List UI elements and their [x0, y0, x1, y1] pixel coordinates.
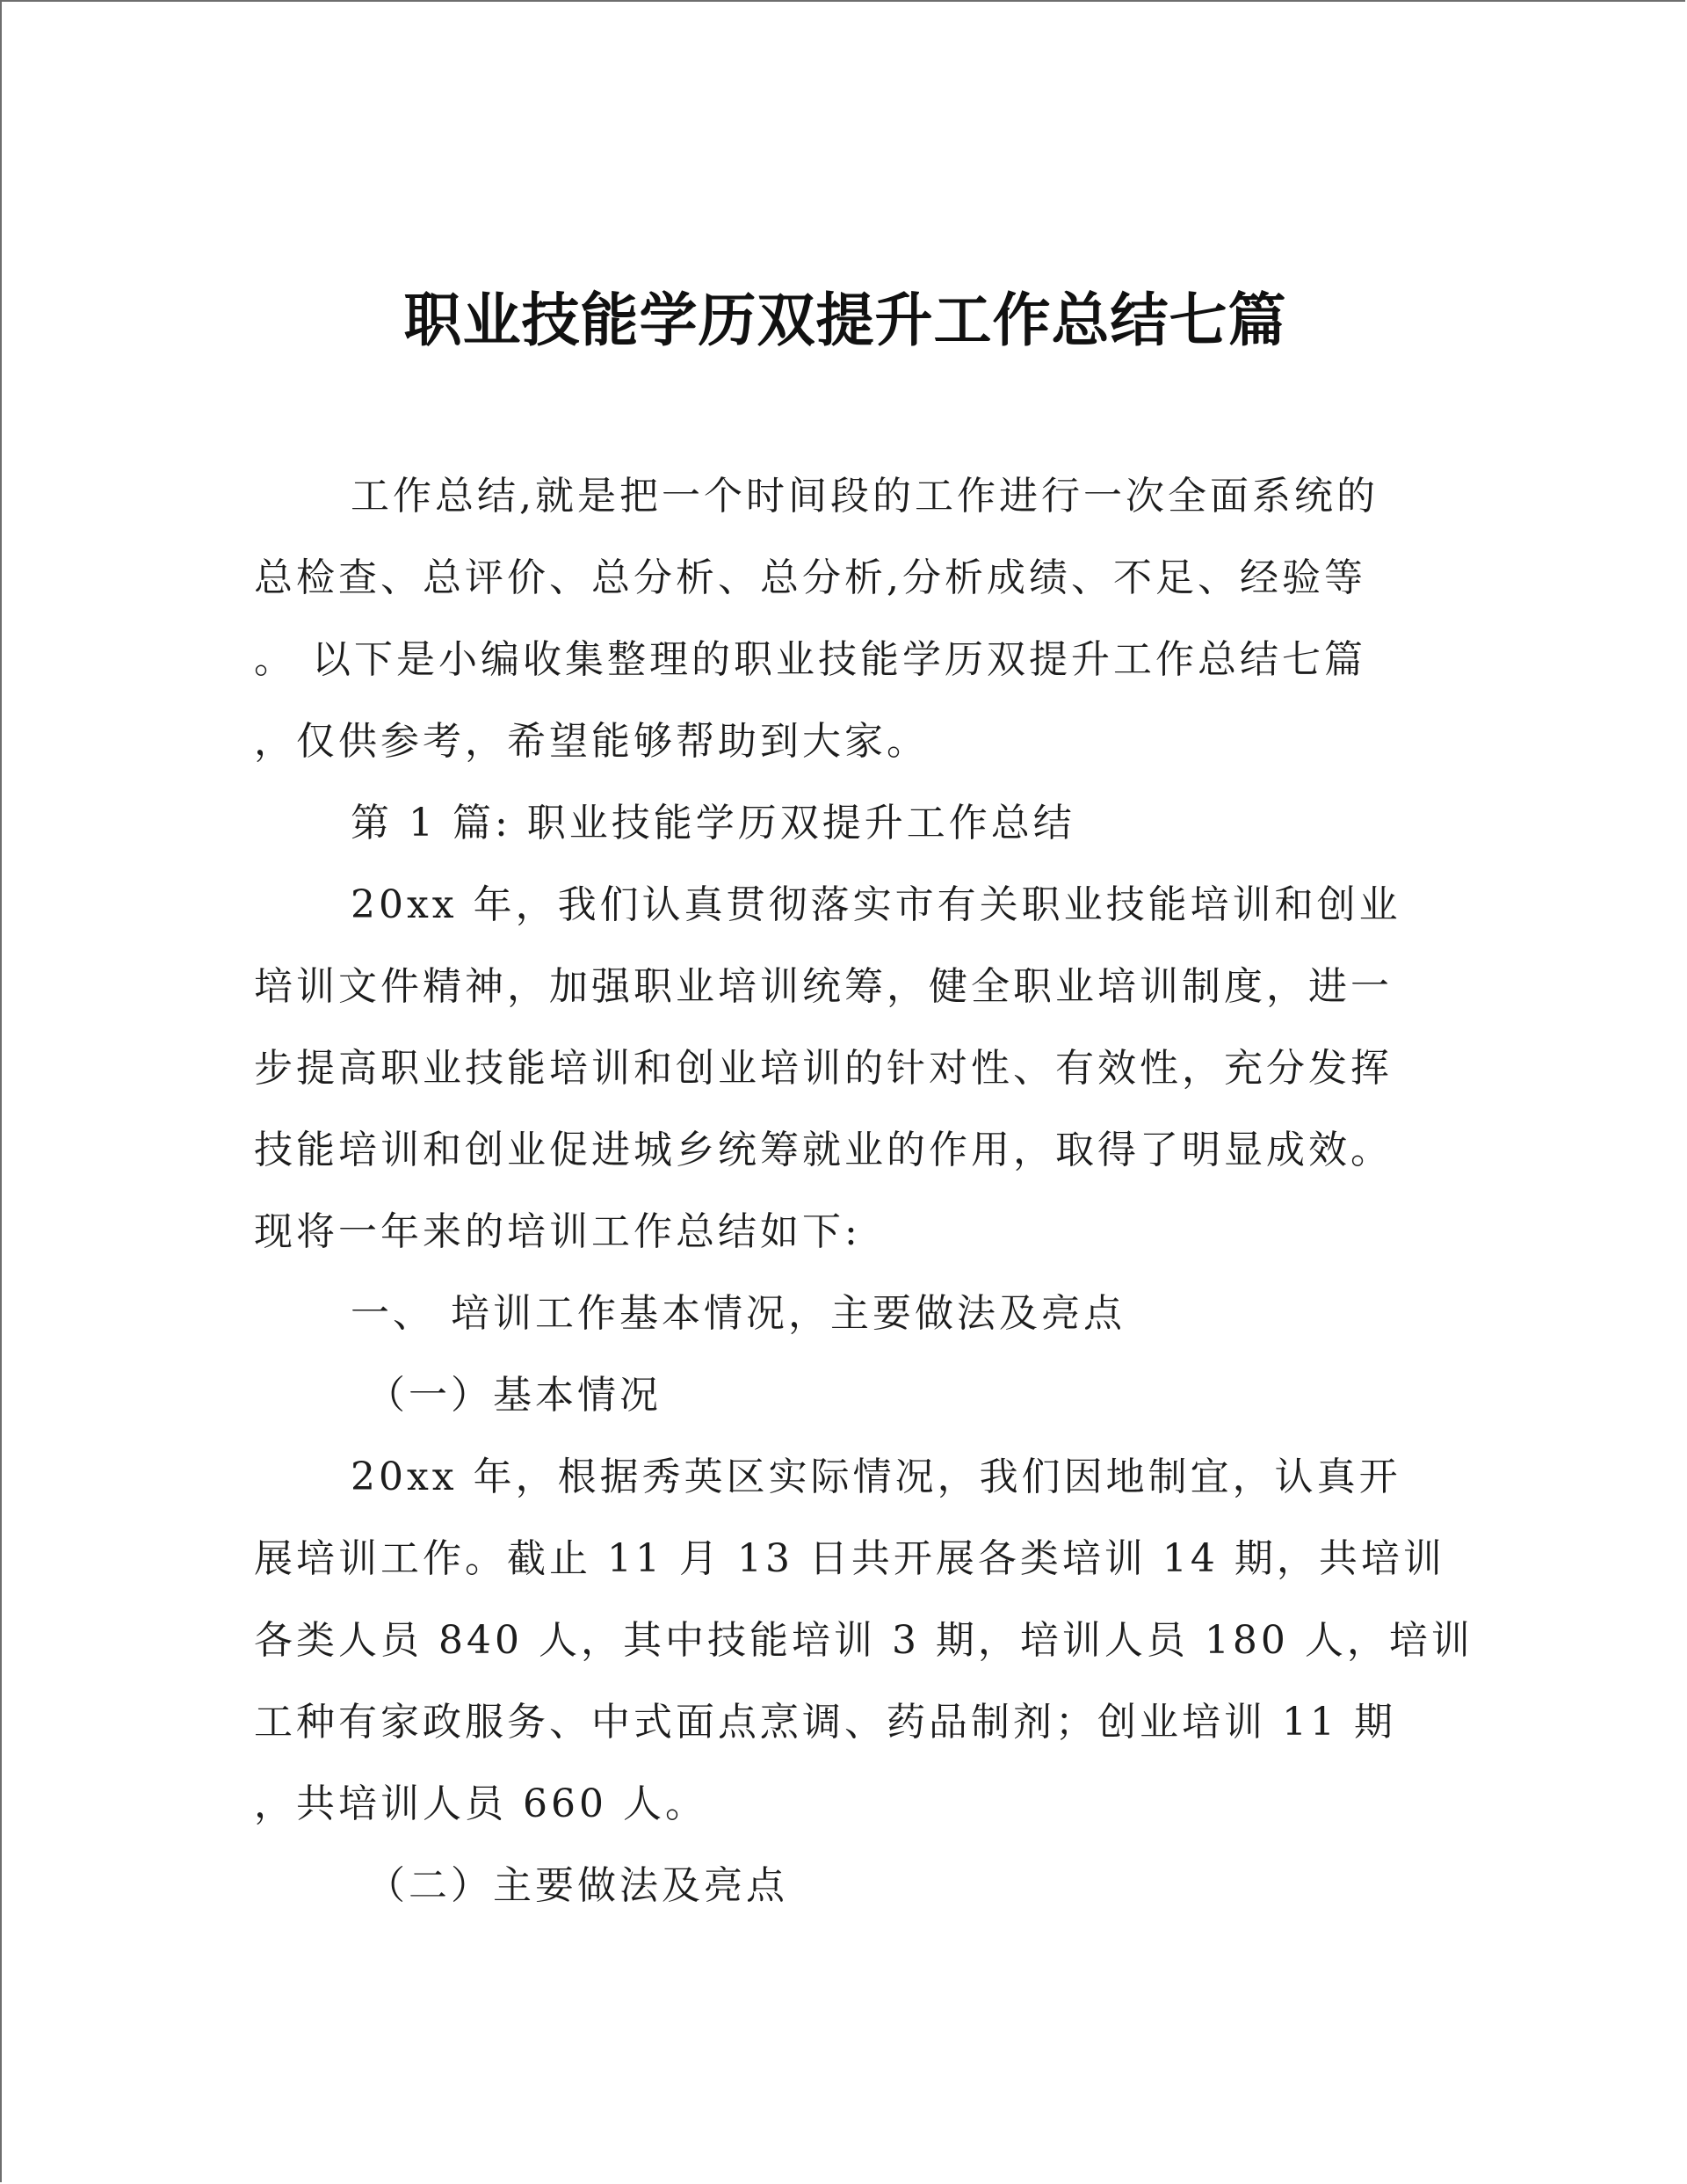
paragraph-line: 各类人员 840 人，其中技能培训 3 期，培训人员 180 人，培训: [254, 1618, 1473, 1663]
paragraph-line: 步提高职业技能培训和创业培训的针对性、有效性，充分发挥: [254, 1046, 1393, 1091]
paragraph-line: 工种有家政服务、中式面点烹调、药品制剂；创业培训 11 期: [254, 1700, 1396, 1745]
subsection-heading: （二）主要做法及亮点: [366, 1863, 788, 1908]
subsection-heading: （一）基本情况: [366, 1373, 662, 1418]
paragraph-line: 现将一年来的培训工作总结如下:: [254, 1209, 861, 1254]
paragraph-line: 总检查、总评价、总分析、总分析,分析成绩、不足、经验等: [254, 555, 1366, 600]
paragraph-line: 技能培训和创业促进城乡统筹就业的作用，取得了明显成效。: [254, 1128, 1393, 1172]
section-heading: 一、 培训工作基本情况，主要做法及亮点: [351, 1291, 1126, 1336]
paragraph-line: 。 以下是小编收集整理的职业技能学历双提升工作总结七篇: [254, 637, 1366, 682]
paragraph-line: 展培训工作。截止 11 月 13 日共开展各类培训 14 期，共培训: [254, 1536, 1445, 1581]
paragraph-line: 培训文件精神，加强职业培训统筹，健全职业培训制度，进一: [254, 964, 1393, 1009]
section-heading: 第 1 篇: 职业技能学历双提升工作总结: [351, 801, 1075, 845]
paragraph-line: 20xx 年，根据秀英区实际情况，我们因地制宜，认真开: [351, 1455, 1401, 1499]
paragraph-line: ，共培训人员 660 人。: [254, 1781, 707, 1826]
paragraph-line: ，仅供参考，希望能够帮助到大家。: [254, 719, 929, 764]
document-title: 职业技能学历双提升工作总结七篇: [403, 287, 1287, 354]
paragraph-line: 工作总结,就是把一个时间段的工作进行一次全面系统的: [351, 474, 1379, 519]
paragraph-line: 20xx 年，我们认真贯彻落实市有关职业技能培训和创业: [351, 882, 1401, 927]
